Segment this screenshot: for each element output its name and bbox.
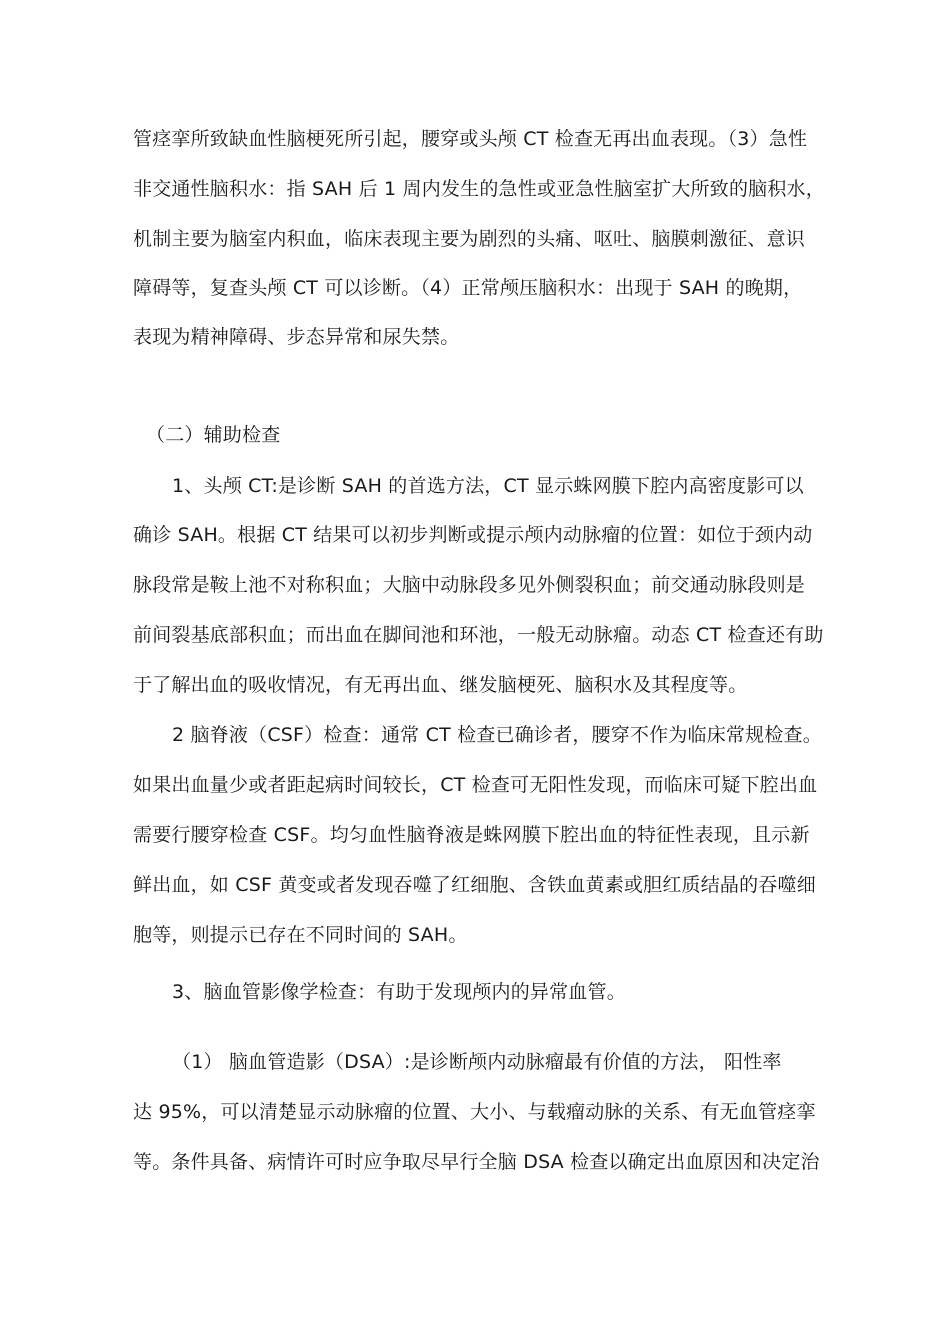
text-line: 表现为精神障碍、步态异常和尿失禁。 bbox=[133, 326, 460, 348]
text-line: 鲜出血，如 CSF 黄变或者发现吞噬了红细胞、含铁血黄素或胆红质结晶的吞噬细 bbox=[133, 874, 816, 896]
text-line: 障碍等，复查头颅 CT 可以诊断。（4）正常颅压脑积水：出现于 SAH 的晚期， bbox=[133, 277, 803, 299]
text-line: 确诊 SAH。根据 CT 结果可以初步判断或提示颅内动脉瘤的位置：如位于颈内动 bbox=[133, 524, 813, 546]
text-line: 脉段常是鞍上池不对称积血；大脑中动脉段多见外侧裂积血；前交通动脉段则是 bbox=[133, 574, 806, 596]
text-line: 机制主要为脑室内积血，临床表现主要为剧烈的头痛、呕吐、脑膜刺激征、意识 bbox=[133, 228, 806, 250]
text-line: 如果出血量少或者距起病时间较长，CT 检查可无阳性发现，而临床可疑下腔出血 bbox=[133, 774, 818, 796]
text-line: 于了解出血的吸收情况，有无再出血、继发脑梗死、脑积水及其程度等。 bbox=[133, 674, 748, 696]
text-line: 需要行腰穿检查 CSF。均匀血性脑脊液是蛛网膜下腔出血的特征性表现，且示新 bbox=[133, 824, 810, 846]
text-line: 管痉挛所致缺血性脑梗死所引起，腰穿或头颅 CT 检查无再出血表现。（3）急性 bbox=[133, 128, 808, 150]
text-line: 2 脑脊液（CSF）检查：通常 CT 检查已确诊者，腰穿不作为临床常规检查。 bbox=[172, 724, 822, 746]
text-line: 非交通性脑积水：指 SAH 后 1 周内发生的急性或亚急性脑室扩大所致的脑积水， bbox=[133, 178, 825, 200]
text-line: 前间裂基底部积血；而出血在脚间池和环池，一般无动脉瘤。动态 CT 检查还有助 bbox=[133, 624, 824, 646]
section-heading: （二）辅助检查 bbox=[146, 424, 281, 446]
text-line: 等。条件具备、病情许可时应争取尽早行全脑 DSA 检查以确定出血原因和决定治 bbox=[133, 1151, 820, 1173]
vessel-imaging-paragraph: 3、脑血管影像学检查：有助于发现颅内的异常血管。 bbox=[172, 981, 626, 1003]
text-line: 胞等，则提示已存在不同时间的 SAH。 bbox=[133, 924, 468, 946]
text-line: （1） 脑血管造影（DSA）:是诊断颅内动脉瘤最有价值的方法， 阳性率 bbox=[172, 1051, 782, 1073]
text-line: 1、头颅 CT:是诊断 SAH 的首选方法，CT 显示蛛网膜下腔内高密度影可以 bbox=[172, 475, 804, 497]
text-line: 达 95%，可以清楚显示动脉瘤的位置、大小、与载瘤动脉的关系、有无血管痉挛 bbox=[133, 1101, 816, 1123]
